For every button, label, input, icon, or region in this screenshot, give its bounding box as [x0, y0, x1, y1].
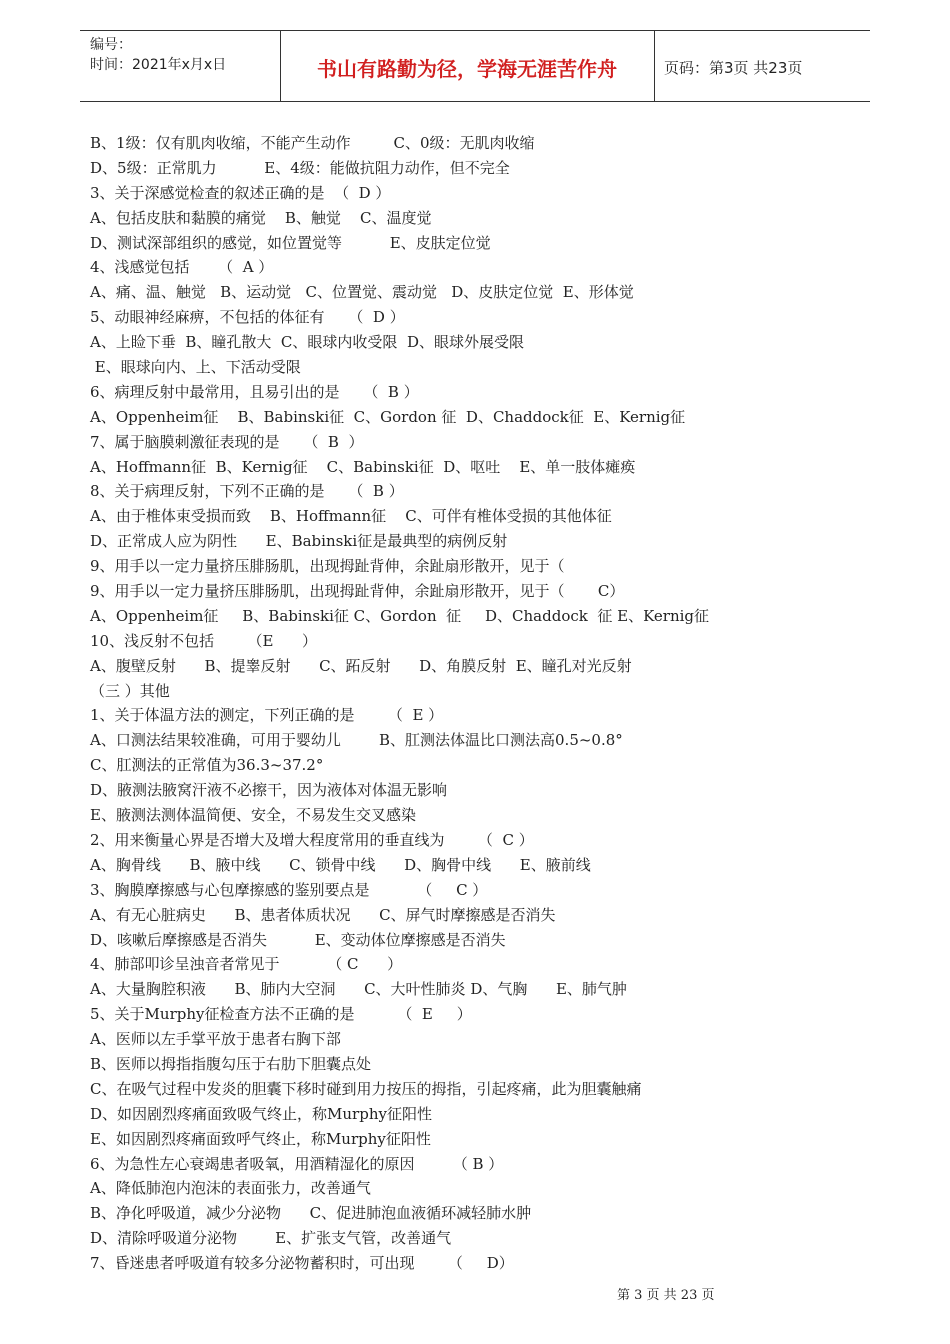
- text-line: D、测试深部组织的感觉，如位置觉等 E、皮肤定位觉: [90, 233, 491, 252]
- text-line: A、胸骨线 B、腋中线 C、锁骨中线 D、胸骨中线 E、腋前线: [90, 855, 591, 874]
- text-line: A、上睑下垂 B、瞳孔散大 C、眼球内收受限 D、眼球外展受限: [90, 333, 524, 352]
- text-line: E、如因剧烈疼痛面致呼气终止，称Murphy征阳性: [90, 1129, 431, 1148]
- text-line: A、大量胸腔积液 B、肺内大空洞 C、大叶性肺炎 D、气胸 E、肺气肿: [90, 980, 627, 999]
- text-line: C、在吸气过程中发炎的胆囊下移时碰到用力按压的拇指，引起疼痛，此为胆囊触痛: [90, 1079, 642, 1098]
- text-line: 6、病理反射中最常用，且易引出的是 （ B ）: [90, 382, 419, 401]
- text-line: 4、肺部叩诊呈浊音者常见于 （ C ）: [90, 955, 403, 974]
- text-line: 5、关于Murphy征检查方法不正确的是 （ E ）: [90, 1005, 472, 1024]
- text-line: D、咳嗽后摩擦感是否消失 E、变动体位摩擦感是否消失: [90, 930, 506, 949]
- text-line: 10、浅反射不包括 （E ）: [90, 631, 318, 650]
- text-line: D、如因剧烈疼痛面致吸气终止，称Murphy征阳性: [90, 1104, 432, 1123]
- text-line: D、正常成人应为阴性 E、Babinski征是最典型的病例反射: [90, 532, 508, 551]
- text-line: B、1级：仅有肌肉收缩，不能产生动作 C、0级：无肌肉收缩: [90, 134, 535, 152]
- text-line: 5、动眼神经麻痹，不包括的体征有 （ D ）: [90, 308, 405, 327]
- text-line: A、腹壁反射 B、提睾反射 C、跖反射 D、角膜反射 E、瞳孔对光反射: [90, 656, 632, 675]
- page-header: [80, 30, 870, 102]
- text-line: E、眼球向内、上、下活动受限: [90, 358, 301, 377]
- text-line: A、医师以左手掌平放于患者右胸下部: [90, 1030, 341, 1049]
- text-line: A、有无心脏病史 B、患者体质状况 C、屏气时摩擦感是否消失: [90, 905, 556, 924]
- text-line: D、清除呼吸道分泌物 E、扩张支气管，改善通气: [90, 1229, 452, 1248]
- text-line: B、医师以拇指指腹勾压于右肋下胆囊点处: [90, 1054, 372, 1073]
- text-line: 4、浅感觉包括 （ A ）: [90, 258, 274, 277]
- time-label: 时间：2021年x月x日: [90, 57, 227, 73]
- text-line: 8、关于病理反射，下列不正确的是 （ B ）: [90, 482, 404, 501]
- text-line: A、Oppenheim征 B、Babinski征 C、Gordon 征 D、Chaddock 征 E、Kernig征: [90, 606, 710, 625]
- text-line: A、降低肺泡内泡沫的表面张力，改善通气: [90, 1179, 371, 1198]
- text-line: 9、用手以一定力量挤压腓肠肌，出现拇趾背伸，余趾扇形散开，见于（: [90, 557, 565, 576]
- text-line: C、肛测法的正常值为36.3~37.2°: [90, 756, 324, 775]
- text-line: 7、昏迷患者呼吸道有较多分泌物蓄积时，可出现 （ D）: [90, 1254, 514, 1273]
- text-line: 7、属于脑膜刺激征表现的是 （ B ）: [90, 432, 364, 451]
- text-line: 3、关于深感觉检查的叙述正确的是 （ D ）: [90, 183, 391, 202]
- text-line: （三 ）其他: [90, 681, 170, 700]
- text-line: A、Hoffmann征 B、Kernig征 C、Babinski征 D、呕吐 E、单一肢体瘫痪: [90, 457, 636, 476]
- header-divider: [654, 31, 655, 101]
- text-line: A、口测法结果较准确，可用于婴幼儿 B、肛测法体温比口测法高0.5~0.8°: [90, 731, 623, 750]
- page-footer: 第 3 页 共 23 页: [617, 1288, 715, 1303]
- text-line: 2、用来衡量心界是否增大及增大程度常用的垂直线为 （ C ）: [90, 830, 534, 849]
- header-page-info: 页码：第3页 共23页: [664, 59, 803, 77]
- text-line: E、腋测法测体温简便、安全，不易发生交叉感染: [90, 806, 416, 825]
- text-line: A、由于椎体束受损而致 B、Hoffmann征 C、可伴有椎体受损的其他体征: [90, 507, 612, 526]
- text-line: A、包括皮肤和黏膜的痛觉 B、触觉 C、温度觉: [90, 208, 432, 227]
- text-line: 6、为急性左心衰竭患者吸氧，用酒精湿化的原因 （ B ）: [90, 1154, 504, 1173]
- text-line: B、净化呼吸道，减少分泌物 C、促进肺泡血液循环减轻肺水肿: [90, 1204, 532, 1223]
- text-line: A、Oppenheim征 B、Babinski征 C、Gordon 征 D、Chaddock征 E、Kernig征: [90, 407, 686, 426]
- text-line: D、5级：正常肌力 E、4级：能做抗阻力动作，但不完全: [90, 158, 510, 177]
- text-line: D、腋测法腋窝汗液不必擦干，因为液体对体温无影响: [90, 781, 448, 800]
- header-motto: 书山有路勤为径，学海无涯苦作舟: [317, 57, 617, 81]
- document-body: [90, 131, 880, 1276]
- number-label: 编号：: [90, 37, 132, 53]
- text-line: A、痛、温、触觉 B、运动觉 C、位置觉、震动觉 D、皮肤定位觉 E、形体觉: [90, 283, 634, 302]
- text-line: 9、用手以一定力量挤压腓肠肌，出现拇趾背伸，余趾扇形散开，见于（ C）: [90, 582, 625, 601]
- text-line: 1、关于体温方法的测定，下列正确的是 （ E ）: [90, 706, 444, 725]
- header-meta: [90, 35, 226, 75]
- text-line: 3、胸膜摩擦感与心包摩擦感的鉴别要点是 （ C ）: [90, 880, 488, 899]
